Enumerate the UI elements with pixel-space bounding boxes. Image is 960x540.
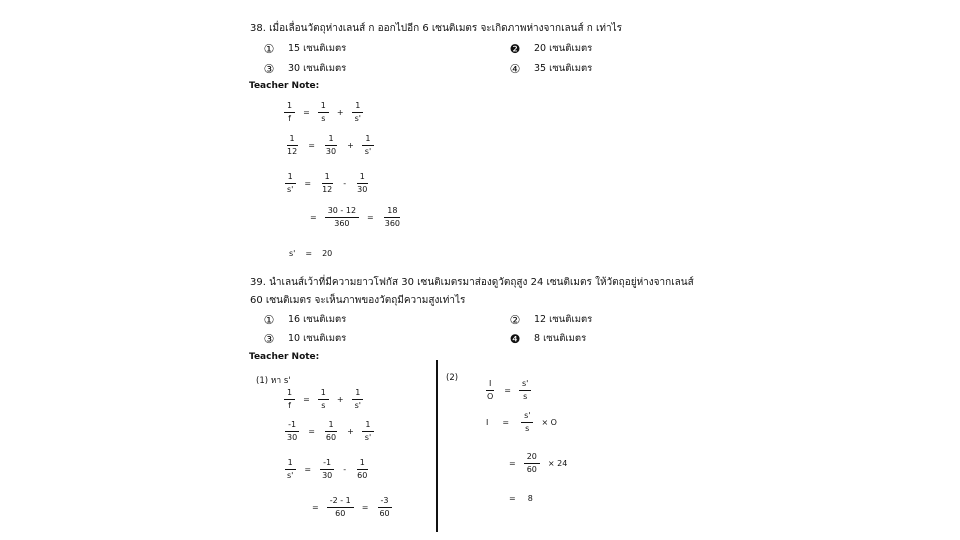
numerator: 1 <box>325 420 336 432</box>
choice-number-icon: ④ <box>509 61 521 76</box>
choice-text: 10 เซนติเมตร <box>288 333 347 344</box>
denominator: s <box>523 392 528 401</box>
numerator: s' <box>519 379 531 391</box>
numerator: 1 <box>284 388 295 400</box>
numerator: 18 <box>384 206 400 218</box>
denominator: s' <box>287 471 294 480</box>
numerator: 1 <box>322 172 333 184</box>
choice-number-icon: ① <box>263 312 275 327</box>
operator: - <box>343 465 347 474</box>
operator: = <box>361 503 369 512</box>
q39-question-line-2: 60 เซนติเมตร จะเห็นภาพของวัตถุมีความสูงเท่าไร <box>250 295 466 306</box>
denominator: 60 <box>335 509 346 518</box>
denominator: 60 <box>325 433 337 442</box>
numerator: -3 <box>378 496 392 508</box>
operator: + <box>347 141 354 150</box>
choice-text: 35 เซนติเมตร <box>534 63 593 74</box>
denominator: O <box>487 392 494 401</box>
value: 20 <box>322 249 333 258</box>
numerator: 1 <box>287 134 298 146</box>
choice-text: 30 เซนติเมตร <box>288 63 347 74</box>
numerator: 1 <box>325 134 336 146</box>
choice-number-icon: ② <box>509 312 521 327</box>
operator: = <box>367 213 374 222</box>
q39-choice-2[interactable] <box>508 312 592 327</box>
denominator: s' <box>354 114 361 123</box>
column-divider <box>436 360 438 532</box>
denominator: 12 <box>322 185 333 194</box>
operator: + <box>336 108 344 117</box>
numerator: 1 <box>352 101 363 113</box>
q39-part2-title: (2) <box>446 373 459 383</box>
q38-teacher-note-label: Teacher Note: <box>249 81 320 91</box>
q38-choice-1[interactable] <box>262 41 346 56</box>
operator: = <box>308 141 315 150</box>
choice-text: 20 เซนติเมตร <box>534 43 593 54</box>
choice-number-icon: ③ <box>263 61 275 76</box>
denominator: 60 <box>379 509 390 518</box>
denominator: 60 <box>526 465 537 474</box>
q38-question: 38. เมื่อเลื่อนวัตถุห่างเลนส์ ก ออกไปอีก 6 เซนติเมตร จะเกิดภาพห่างจากเลนส์ ก เท่าไร <box>250 23 622 34</box>
denominator: 360 <box>334 219 350 228</box>
numerator: 1 <box>318 101 329 113</box>
denominator: s' <box>364 147 372 156</box>
denominator: 360 <box>384 219 401 228</box>
numerator: I <box>486 379 494 391</box>
denominator: 30 <box>357 185 368 194</box>
q38-equation-4 <box>306 206 407 229</box>
lhs: I <box>486 418 489 427</box>
operator: = <box>312 503 319 512</box>
q39-choice-3[interactable] <box>262 331 346 346</box>
q39-choice-4[interactable] <box>508 331 586 346</box>
operator: + <box>336 395 344 404</box>
variable: s' <box>289 249 296 258</box>
operator: = <box>305 249 313 258</box>
operator: = <box>502 418 510 427</box>
denominator: s' <box>364 433 372 442</box>
q38-equation-1 <box>280 101 368 124</box>
value: 8 <box>527 494 533 503</box>
operator: = <box>310 213 317 222</box>
numerator: -2 - 1 <box>327 496 354 508</box>
numerator: -1 <box>285 420 299 432</box>
numerator: 1 <box>285 172 296 184</box>
choice-number-icon: ❷ <box>509 41 521 56</box>
denominator: f <box>288 114 291 123</box>
q39-part2-equation-1 <box>480 379 535 402</box>
q39-part1-title: (1) หา s' <box>256 376 291 386</box>
choice-number-icon: ① <box>263 41 275 56</box>
operator: - <box>343 179 347 188</box>
denominator: 30 <box>322 471 333 480</box>
q39-part1-equation-4 <box>308 496 397 519</box>
choice-text: 12 เซนติเมตร <box>534 314 593 325</box>
denominator: s' <box>287 185 294 194</box>
q39-part1-equation-1 <box>280 388 368 411</box>
denominator: s <box>321 401 326 410</box>
q39-teacher-note-label: Teacher Note: <box>249 352 320 362</box>
operator: = <box>304 465 312 474</box>
q38-choice-2[interactable] <box>508 41 592 56</box>
q39-part1-equation-3 <box>280 458 374 481</box>
numerator: 1 <box>318 388 329 400</box>
numerator: 1 <box>362 134 373 146</box>
denominator: s <box>321 114 326 123</box>
denominator: s <box>525 424 530 433</box>
numerator: 20 <box>524 452 540 464</box>
numerator: 1 <box>357 172 368 184</box>
q38-choice-4[interactable] <box>508 61 592 76</box>
operator: = <box>304 179 312 188</box>
operator: = <box>504 386 511 395</box>
q39-part1-equation-2 <box>280 420 378 443</box>
q38-equation-3 <box>280 172 374 195</box>
denominator: 30 <box>287 433 298 442</box>
q39-part2-equation-3 <box>505 452 567 475</box>
denominator: 30 <box>325 147 337 156</box>
operator: = <box>509 459 516 468</box>
numerator: 1 <box>357 458 368 470</box>
numerator: 1 <box>284 101 295 113</box>
q38-choice-3[interactable] <box>262 61 346 76</box>
q38-final-answer <box>289 249 332 258</box>
denominator: s' <box>354 401 361 410</box>
multiplier: × 24 <box>547 459 568 468</box>
numerator: 1 <box>285 458 296 470</box>
operator: = <box>308 427 315 436</box>
choice-text: 8 เซนติเมตร <box>534 333 587 344</box>
denominator: 12 <box>287 147 298 156</box>
multiplier: × O <box>541 418 557 427</box>
numerator: -1 <box>320 458 334 470</box>
q38-equation-2 <box>280 134 378 157</box>
choice-text: 15 เซนติเมตร <box>288 43 347 54</box>
operator: + <box>347 427 354 436</box>
choice-number-icon: ③ <box>263 331 275 346</box>
numerator: 1 <box>362 420 373 432</box>
numerator: s' <box>521 411 533 423</box>
numerator: 30 - 12 <box>325 206 359 218</box>
q39-choice-1[interactable] <box>262 312 346 327</box>
choice-number-icon: ❹ <box>509 331 521 346</box>
operator: = <box>509 494 516 503</box>
denominator: f <box>288 401 291 410</box>
q39-question-line-1: 39. นำเลนส์เว้าที่มีความยาวโฟกัส 30 เซนติเมตรมาส่องดูวัตถุสูง 24 เซนติเมตร ให้วัตถุอยู่ห่างจากเลนส์ <box>250 277 694 288</box>
numerator: 1 <box>352 388 363 400</box>
q39-part2-equation-4 <box>505 494 533 503</box>
denominator: 60 <box>357 471 368 480</box>
choice-text: 16 เซนติเมตร <box>288 314 347 325</box>
operator: = <box>303 108 310 117</box>
q39-part2-equation-2 <box>486 411 557 434</box>
operator: = <box>303 395 310 404</box>
